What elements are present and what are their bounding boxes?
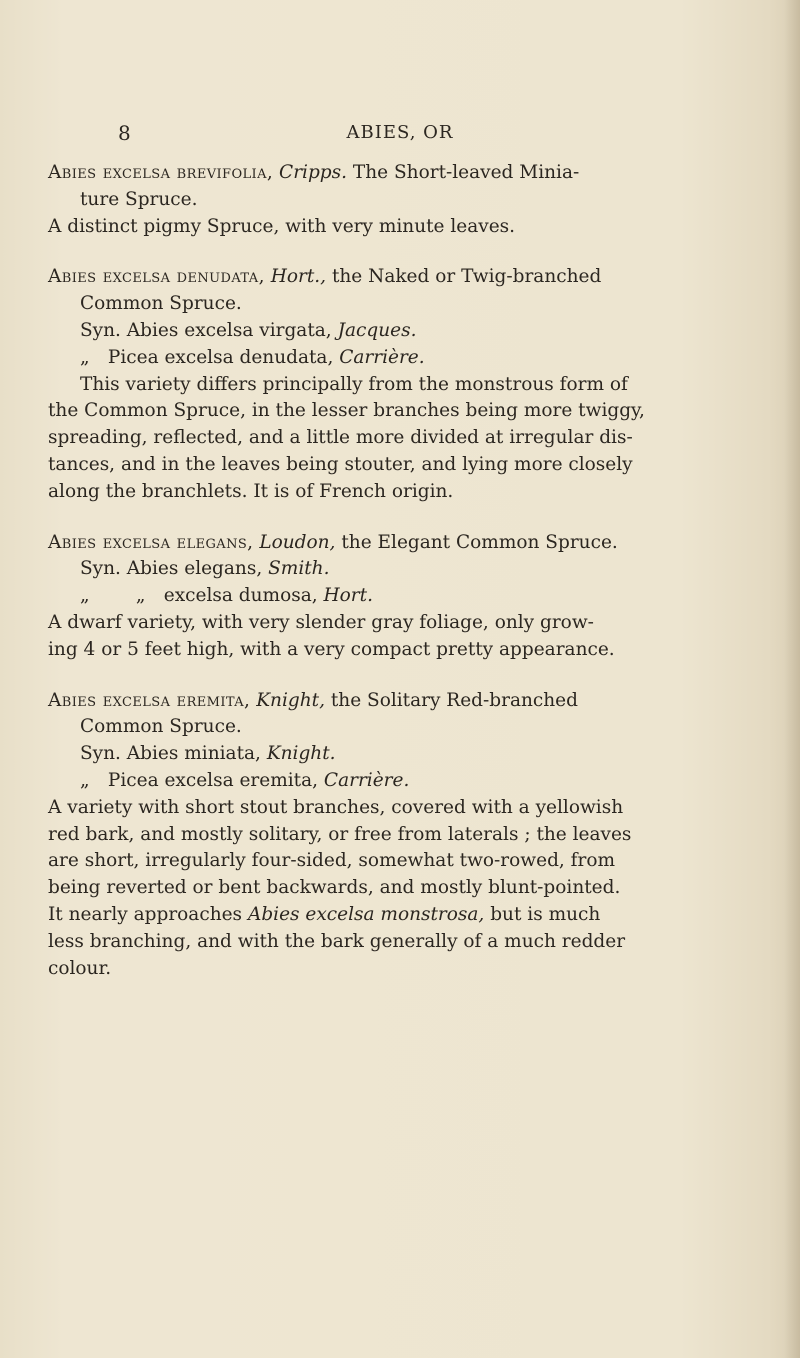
entry-eremita [48, 688, 763, 983]
synonym-line [48, 768, 763, 795]
entry-description: A variety with short stout branches, covered with a yellowish [48, 796, 624, 818]
page-header [0, 118, 800, 148]
entry-description: A dwarf variety, with very slender gray foliage, only grow- [48, 611, 594, 633]
entry-description: the Common Spruce, in the lesser branches being more twiggy, [48, 400, 645, 422]
entry-elegans [48, 530, 763, 664]
synonym-line [48, 318, 763, 345]
entry-description: This variety differs principally from the monstrous form of [80, 373, 628, 395]
entry-description-italic: Abies excelsa monstrosa, [247, 903, 485, 925]
ditto-mark: „ [80, 769, 90, 791]
entry-description: along the branchlets. It is of French origin. [48, 480, 454, 502]
synonym-text: excelsa dumosa, [163, 585, 318, 607]
synonym-line [48, 345, 763, 372]
entry-description: colour. [48, 957, 112, 979]
entry-heading: Abies excelsa denudata, [48, 266, 265, 288]
page-body [48, 160, 763, 1006]
entry-heading: Abies excelsa elegans, [48, 531, 254, 553]
entry-common-name: the Solitary Red-branched [330, 689, 578, 711]
synonym-line [48, 583, 763, 610]
entry-description: are short, irregularly four-sided, somewhat two-rowed, from [48, 850, 616, 872]
page-edge-shadow [784, 0, 800, 1358]
synonym-authority: Smith. [268, 558, 330, 580]
synonym-text: Picea excelsa eremita, [107, 769, 319, 791]
entry-heading-line [48, 264, 763, 291]
ditto-mark: „ [135, 585, 146, 607]
entry-denudata [48, 264, 763, 505]
synonym-authority: Jacques. [337, 319, 417, 341]
ditto-mark: „ [80, 585, 90, 607]
entry-description: ing 4 or 5 feet high, with a very compact pretty appearance. [48, 638, 615, 660]
entry-description: less branching, and with the bark generally of a much redder [48, 930, 626, 952]
entry-heading-line [48, 688, 763, 715]
entry-authority: Loudon, [259, 531, 336, 553]
synonym-authority: Carrière. [339, 346, 425, 368]
entry-authority: Hort., [270, 266, 327, 288]
entry-authority: Cripps. [279, 162, 348, 183]
synonym-text: Syn. Abies elegans, [80, 558, 263, 580]
synonym-authority: Knight. [266, 743, 336, 765]
entry-common-name-cont: Common Spruce. [80, 716, 242, 738]
page-number: 8 [118, 121, 131, 145]
entry-description: but is much [490, 903, 601, 925]
entry-common-name-cont: ture Spruce. [80, 188, 198, 210]
entry-common-name: The Short-leaved Minia- [352, 162, 580, 183]
entry-description: tances, and in the leaves being stouter, and lying more closely [48, 453, 633, 475]
entry-brevifolia [48, 160, 763, 240]
entry-description: A distinct pigmy Spruce, with very minute leaves. [48, 215, 516, 237]
synonym-text: Syn. Abies excelsa virgata, [80, 319, 332, 341]
entry-description: It nearly approaches [48, 903, 243, 925]
entry-common-name: the Naked or Twig-branched [331, 266, 602, 288]
entry-heading: Abies excelsa brevifolia, [48, 162, 274, 183]
entry-description: spreading, reflected, and a little more divided at irregular dis- [48, 427, 633, 449]
ditto-mark: „ [80, 346, 90, 368]
entry-heading: Abies excelsa eremita, [48, 689, 251, 711]
entry-common-name: the Elegant Common Spruce. [341, 531, 618, 553]
entry-authority: Knight, [256, 689, 325, 711]
entry-common-name-cont: Common Spruce. [80, 293, 242, 315]
synonym-line [48, 556, 763, 583]
entry-heading-line [48, 160, 763, 187]
entry-description-line [48, 902, 763, 929]
entry-description: red bark, and mostly solitary, or free from laterals ; the leaves [48, 823, 632, 845]
entry-description: being reverted or bent backwards, and mostly blunt-pointed. [48, 877, 621, 899]
synonym-text: Picea excelsa denudata, [107, 346, 334, 368]
synonym-text: Syn. Abies miniata, [80, 743, 261, 765]
synonym-line [48, 741, 763, 768]
synonym-authority: Carrière. [323, 769, 410, 791]
running-title: ABIES, OR [346, 122, 454, 143]
entry-heading-line [48, 530, 763, 557]
synonym-authority: Hort. [323, 585, 373, 607]
